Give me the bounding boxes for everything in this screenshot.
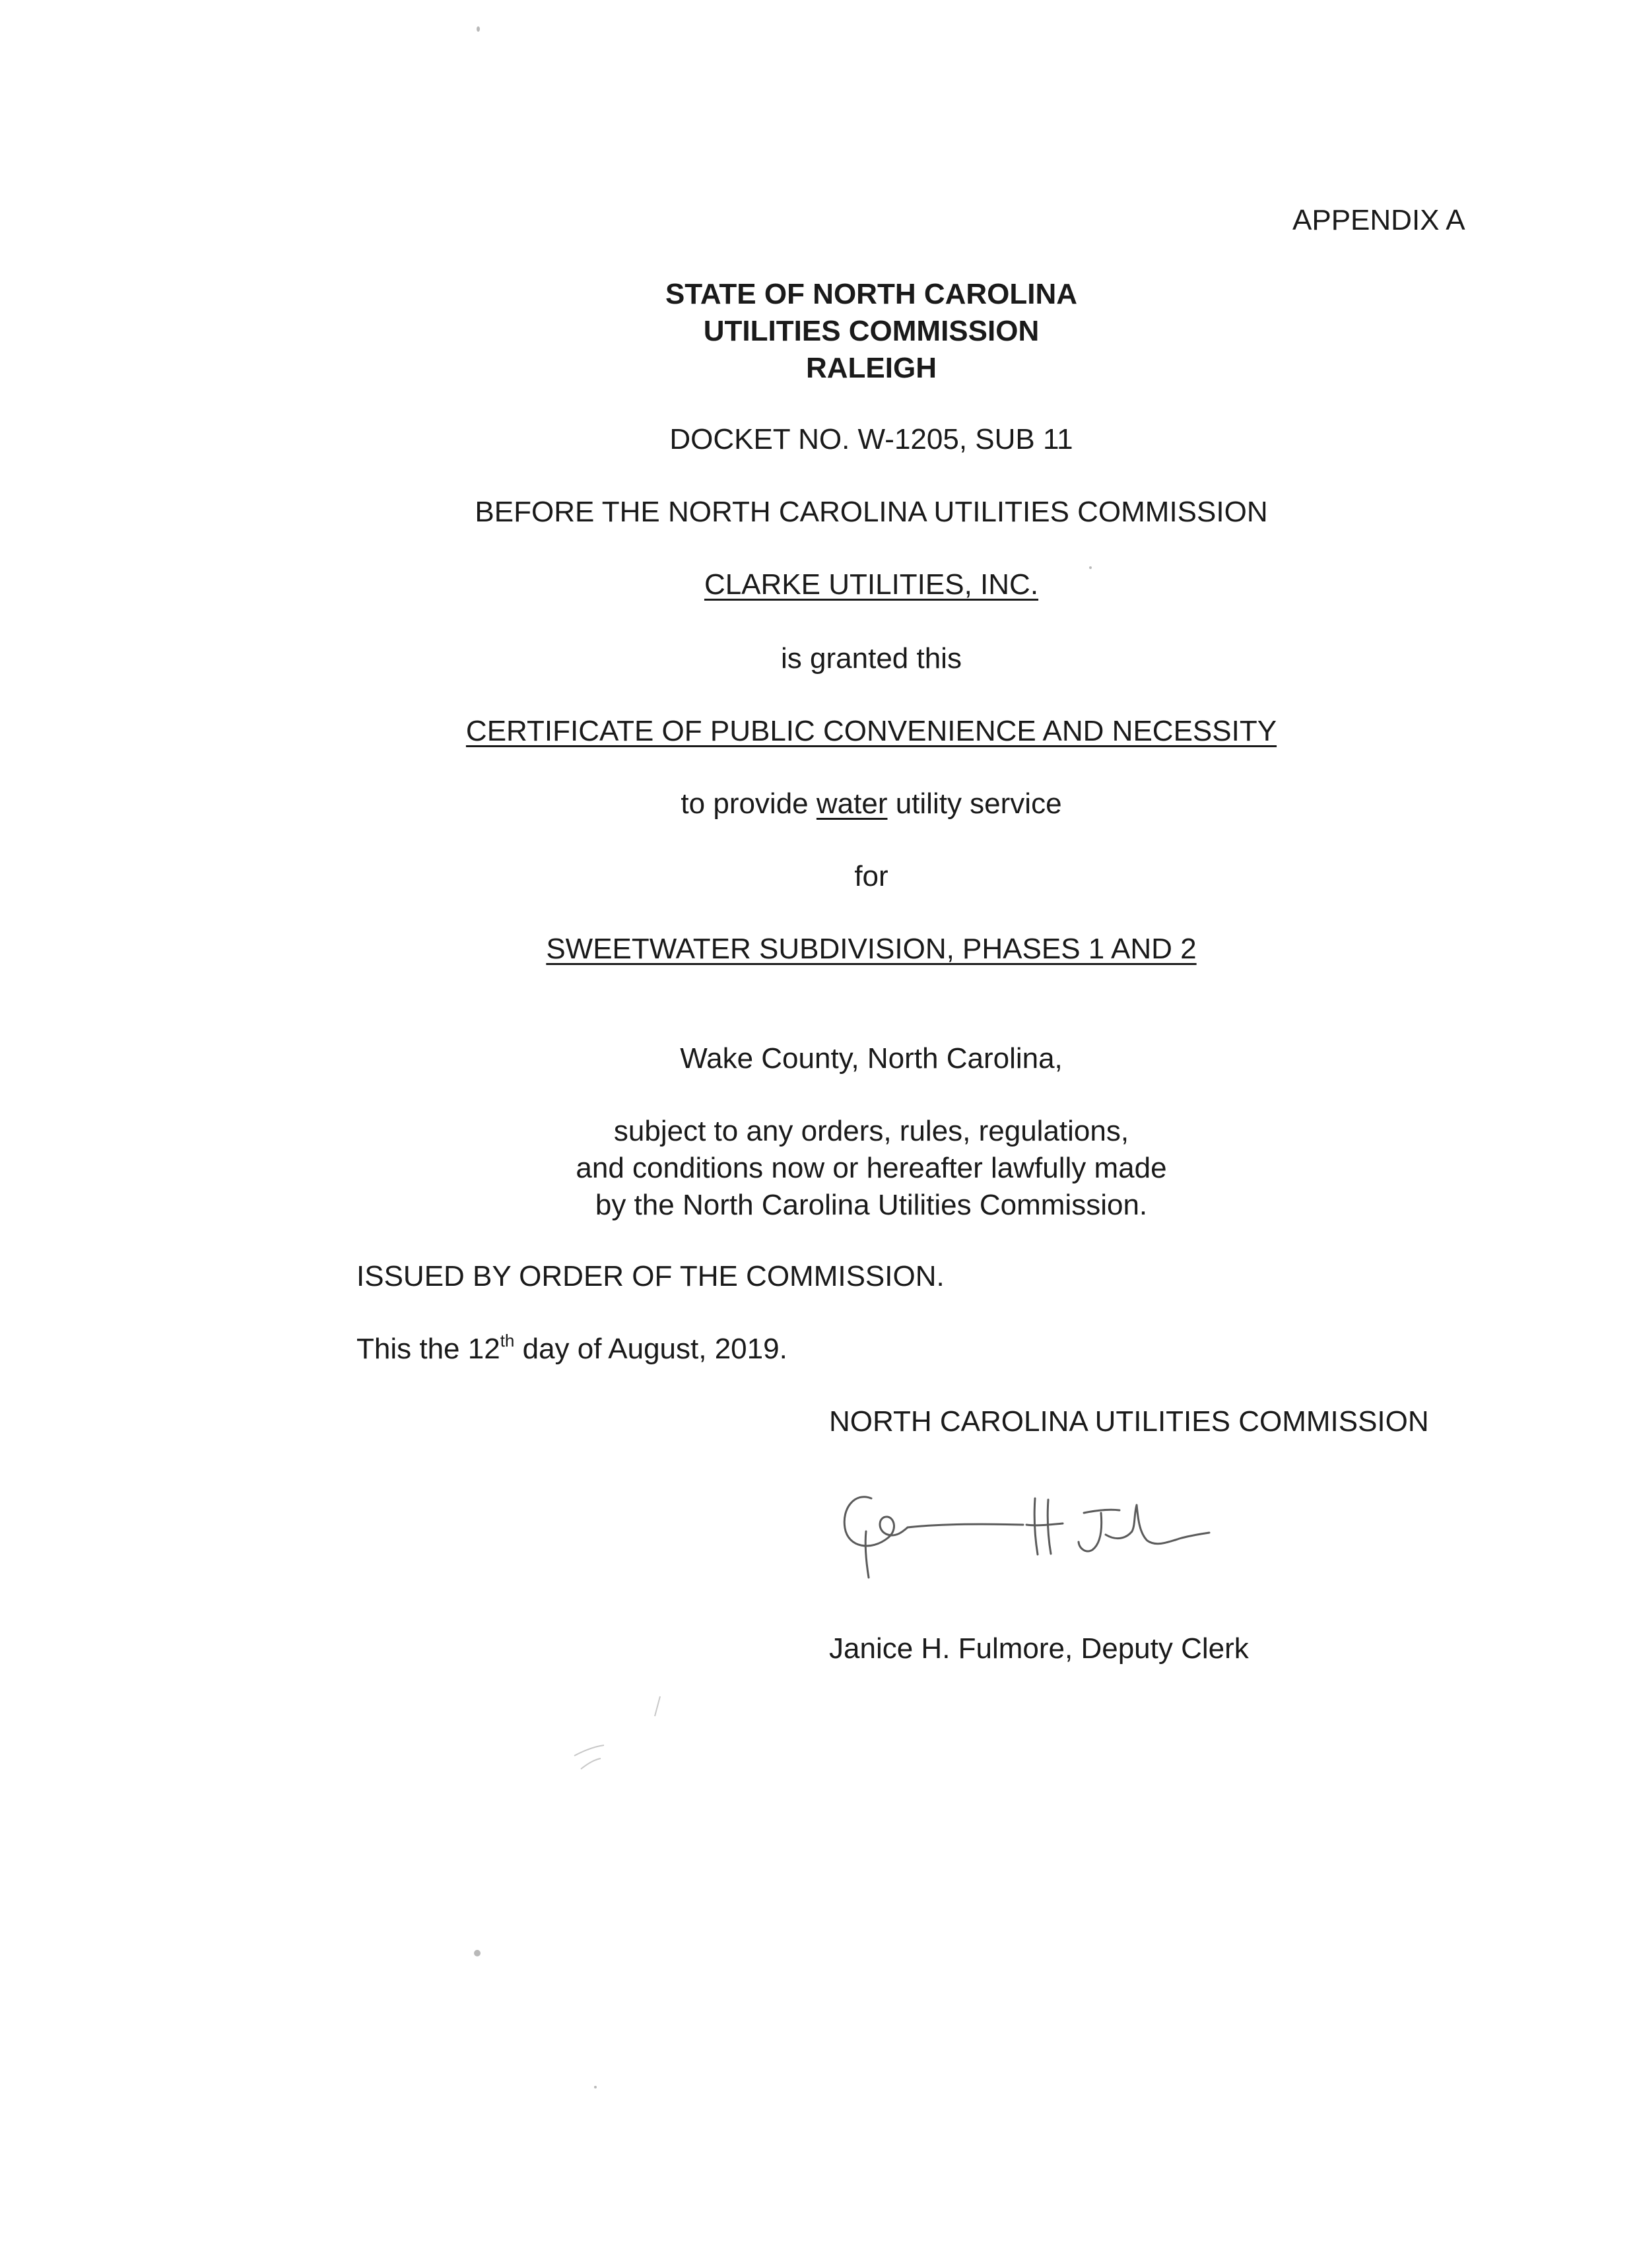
signature-image [825,1472,1234,1584]
subject-line-1: subject to any orders, rules, regulations, [613,1115,1129,1147]
heading-commission: UTILITIES COMMISSION [703,315,1040,347]
date-suffix: day of August, 2019. [514,1333,787,1365]
date-prefix: This the 12 [356,1333,500,1365]
county-text: Wake County, North Carolina, [680,1042,1063,1075]
date-ordinal: th [500,1331,515,1351]
appendix-label: APPENDIX A [1292,204,1465,236]
provide-suffix: utility service [887,787,1062,820]
subject-line-3: by the North Carolina Utilities Commission. [595,1189,1148,1221]
subdivision-name-text: SWEETWATER SUBDIVISION, PHASES 1 AND 2 [546,933,1197,965]
docket-number: DOCKET NO. W-1205, SUB 11 [669,423,1073,455]
for-text: for [854,860,888,892]
signer-name: Janice H. Fulmore, Deputy Clerk [829,1632,1249,1665]
company-name-text: CLARKE UTILITIES, INC. [704,568,1039,601]
service-type: water [816,787,888,820]
subject-line-2: and conditions now or hereafter lawfully made [576,1152,1167,1184]
before-commission: BEFORE THE NORTH CAROLINA UTILITIES COMMISSION [475,496,1268,528]
scan-speck [474,1950,481,1956]
scan-speck [477,26,480,32]
scan-speck [1089,566,1092,569]
issue-date [356,1331,787,1368]
company-name [0,566,1637,603]
scan-speck [594,2086,597,2088]
certificate-title-text: CERTIFICATE OF PUBLIC CONVENIENCE AND NECESSITY [465,715,1277,747]
issued-by-order: ISSUED BY ORDER OF THE COMMISSION. [356,1260,945,1292]
provide-service [0,785,1637,822]
heading-state: STATE OF NORTH CAROLINA [665,278,1078,310]
heading-city: RALEIGH [806,352,937,384]
certificate-title [0,713,1637,750]
scan-mark [568,1690,673,1782]
subdivision-name [0,931,1637,968]
issuing-body: NORTH CAROLINA UTILITIES COMMISSION [829,1405,1429,1438]
granted-text: is granted this [781,642,962,675]
provide-prefix: to provide [681,787,817,820]
